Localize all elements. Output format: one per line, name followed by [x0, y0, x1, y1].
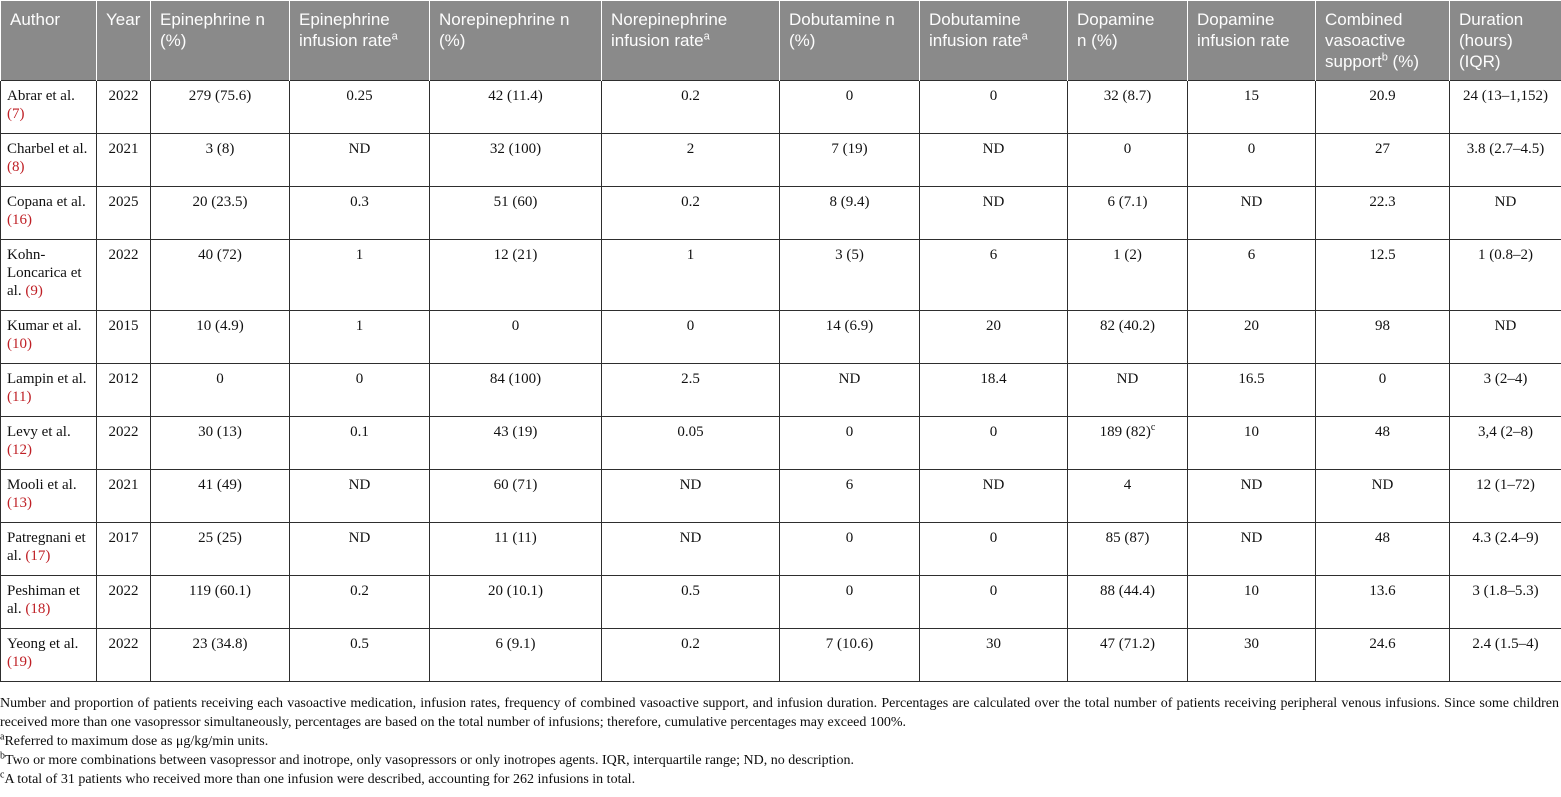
- table-row: [1, 629, 1561, 682]
- table-cell: 24 (13–1,152): [1450, 81, 1561, 134]
- table-cell: 22.3: [1316, 187, 1450, 240]
- table-cell: 32 (100): [430, 134, 602, 187]
- author-cell: Kumar et al. (10): [1, 311, 97, 364]
- table-row: [1, 364, 1561, 417]
- table-cell: 0: [1188, 134, 1316, 187]
- table-row: [1, 311, 1561, 364]
- table-cell: 0.25: [290, 81, 430, 134]
- citation-link[interactable]: (18): [25, 601, 50, 617]
- table-cell: ND: [602, 523, 780, 576]
- table-cell: 20.9: [1316, 81, 1450, 134]
- table-cell: 0.5: [602, 576, 780, 629]
- table-row: [1, 81, 1561, 134]
- footnotes: [0, 682, 1561, 797]
- table-cell: 4: [1068, 470, 1188, 523]
- table-cell: 0: [920, 523, 1068, 576]
- table-cell: 3,4 (2–8): [1450, 417, 1561, 470]
- header-cell: Norepinephrine infusion rate$^a$: [602, 1, 780, 81]
- header-cell: Epinephrine n (%): [151, 1, 290, 81]
- header-cell: Author: [1, 1, 97, 81]
- table-row: [1, 470, 1561, 523]
- header-cell: Dobutamine infusion rate$^a$: [920, 1, 1068, 81]
- table-cell: ND: [1450, 311, 1561, 364]
- table-cell: 6: [780, 470, 920, 523]
- table-row: [1, 240, 1561, 311]
- table-cell: 85 (87): [1068, 523, 1188, 576]
- table-cell: 2021: [97, 470, 151, 523]
- table-cell: 2: [602, 134, 780, 187]
- table-cell: 0: [290, 364, 430, 417]
- author-cell: Kohn-Loncarica et al. (9): [1, 240, 97, 311]
- table-cell: 48: [1316, 417, 1450, 470]
- table-row: [1, 523, 1561, 576]
- table-cell: 23 (34.8): [151, 629, 290, 682]
- table-cell: 82 (40.2): [1068, 311, 1188, 364]
- table-cell: 88 (44.4): [1068, 576, 1188, 629]
- table-cell: 48: [1316, 523, 1450, 576]
- table-cell: 8 (9.4): [780, 187, 920, 240]
- table-cell: 0.2: [602, 81, 780, 134]
- table-cell: 60 (71): [430, 470, 602, 523]
- table-header: [1, 1, 1561, 81]
- footnote: $^c$A total of 31 patients who received more than one infusion were described, accounting for 262 infusions in total.: [0, 770, 1559, 789]
- table-cell: 0: [151, 364, 290, 417]
- table-cell: 7 (19): [780, 134, 920, 187]
- table-cell: 30 (13): [151, 417, 290, 470]
- table-cell: 6 (9.1): [430, 629, 602, 682]
- table-cell: 12 (1–72): [1450, 470, 1561, 523]
- citation-link[interactable]: (12): [7, 442, 32, 458]
- header-cell: Combined vasoactive support$^b$ (%): [1316, 1, 1450, 81]
- table-cell: 2025: [97, 187, 151, 240]
- table-cell: 2017: [97, 523, 151, 576]
- table-cell: 0.1: [290, 417, 430, 470]
- table-cell: 2.5: [602, 364, 780, 417]
- table-cell: 2015: [97, 311, 151, 364]
- table-cell: 0.3: [290, 187, 430, 240]
- citation-link[interactable]: (16): [7, 212, 32, 228]
- table-cell: 0: [602, 311, 780, 364]
- table-row: [1, 576, 1561, 629]
- table-cell: ND: [780, 364, 920, 417]
- table-cell: 10: [1188, 417, 1316, 470]
- table-cell: 0: [780, 81, 920, 134]
- header-cell: Dopamine n (%): [1068, 1, 1188, 81]
- table-row: [1, 187, 1561, 240]
- table-cell: 0: [780, 417, 920, 470]
- table-cell: ND: [920, 187, 1068, 240]
- table-cell: ND: [920, 134, 1068, 187]
- table-cell: 4.3 (2.4–9): [1450, 523, 1561, 576]
- table-cell: 12.5: [1316, 240, 1450, 311]
- table-cell: 279 (75.6): [151, 81, 290, 134]
- table-cell: 3 (8): [151, 134, 290, 187]
- citation-link[interactable]: (7): [7, 106, 25, 122]
- citation-link[interactable]: (13): [7, 495, 32, 511]
- table-cell: 2022: [97, 81, 151, 134]
- header-cell: Dopamine infusion rate: [1188, 1, 1316, 81]
- table-cell: 3 (5): [780, 240, 920, 311]
- header-cell: Epinephrine infusion rate$^a$: [290, 1, 430, 81]
- table-cell: 0.2: [290, 576, 430, 629]
- table-cell: 30: [1188, 629, 1316, 682]
- table-cell: 2022: [97, 576, 151, 629]
- author-cell: Abrar et al. (7): [1, 81, 97, 134]
- table-cell: 41 (49): [151, 470, 290, 523]
- table-cell: 12 (21): [430, 240, 602, 311]
- table-cell: 10: [1188, 576, 1316, 629]
- table-cell: 51 (60): [430, 187, 602, 240]
- table-cell: ND: [1188, 470, 1316, 523]
- table-cell: 2022: [97, 629, 151, 682]
- table-row: [1, 134, 1561, 187]
- table-cell: 16.5: [1188, 364, 1316, 417]
- header-cell: Year: [97, 1, 151, 81]
- footnote: $^a$Referred to maximum dose as μg/kg/min units.: [0, 732, 1559, 751]
- table-cell: 1: [290, 240, 430, 311]
- citation-link[interactable]: (17): [25, 548, 50, 564]
- header-cell: Norepinephrine n (%): [430, 1, 602, 81]
- table-cell: ND: [290, 134, 430, 187]
- header-row: [1, 1, 1561, 81]
- table-cell: 47 (71.2): [1068, 629, 1188, 682]
- table-cell: 98: [1316, 311, 1450, 364]
- table-cell: 0.2: [602, 187, 780, 240]
- table-cell: 18.4: [920, 364, 1068, 417]
- table-cell: 1 (2): [1068, 240, 1188, 311]
- citation-link[interactable]: (19): [7, 654, 32, 670]
- table-cell: 20: [1188, 311, 1316, 364]
- footnote: $^b$Two or more combinations between vasopressor and inotrope, only vasopressors or only inotropes agents. IQR, interquartile range; ND, no description.: [0, 751, 1559, 770]
- table-cell: 20: [920, 311, 1068, 364]
- author-cell: Mooli et al. (13): [1, 470, 97, 523]
- author-cell: Peshiman et al. (18): [1, 576, 97, 629]
- table-cell: 1 (0.8–2): [1450, 240, 1561, 311]
- table-cell: 2021: [97, 134, 151, 187]
- table-cell: ND: [290, 470, 430, 523]
- table-cell: 0: [430, 311, 602, 364]
- footnote-main: Number and proportion of patients receiving each vasoactive medication, infusion rates, frequency of combined vasoactive support, and infusion duration. Percentages are calculated over the total number of patients receiving peripheral venous infusions. Since some children received more than one vasopressor simultaneously, percentages are based on the total number of infusions; therefore, cumulative percentages may exceed 100%.: [0, 694, 1559, 732]
- citation-link[interactable]: (10): [7, 336, 32, 352]
- table-cell: 10 (4.9): [151, 311, 290, 364]
- author-cell: Lampin et al. (11): [1, 364, 97, 417]
- table-cell: 3 (2–4): [1450, 364, 1561, 417]
- table-cell: ND: [1316, 470, 1450, 523]
- header-cell: Duration (hours) (IQR): [1450, 1, 1561, 81]
- table-cell: 20 (10.1): [430, 576, 602, 629]
- table-cell: 84 (100): [430, 364, 602, 417]
- author-cell: Copana et al. (16): [1, 187, 97, 240]
- table-cell: ND: [1068, 364, 1188, 417]
- table-cell: 6: [920, 240, 1068, 311]
- table-cell: 15: [1188, 81, 1316, 134]
- table-cell: 189 $(82)^c$: [1068, 417, 1188, 470]
- table-cell: 6 (7.1): [1068, 187, 1188, 240]
- table-cell: 24.6: [1316, 629, 1450, 682]
- table-cell: 1: [602, 240, 780, 311]
- table-cell: 20 (23.5): [151, 187, 290, 240]
- table-cell: 2012: [97, 364, 151, 417]
- table-cell: ND: [920, 470, 1068, 523]
- table-cell: 25 (25): [151, 523, 290, 576]
- header-cell: Dobutamine n (%): [780, 1, 920, 81]
- table-cell: 30: [920, 629, 1068, 682]
- table-cell: 3.8 (2.7–4.5): [1450, 134, 1561, 187]
- table-cell: 42 (11.4): [430, 81, 602, 134]
- author-cell: Yeong et al. (19): [1, 629, 97, 682]
- table-cell: 2022: [97, 417, 151, 470]
- table-cell: 27: [1316, 134, 1450, 187]
- author-cell: Levy et al. (12): [1, 417, 97, 470]
- table-cell: 40 (72): [151, 240, 290, 311]
- author-cell: Patregnani et al. (17): [1, 523, 97, 576]
- table-cell: ND: [602, 470, 780, 523]
- table-cell: 1: [290, 311, 430, 364]
- table-cell: 11 (11): [430, 523, 602, 576]
- table-cell: 0: [920, 417, 1068, 470]
- table-cell: ND: [290, 523, 430, 576]
- citation-link[interactable]: (8): [7, 159, 25, 175]
- citation-link[interactable]: (9): [25, 283, 43, 299]
- citation-link[interactable]: (11): [7, 389, 31, 405]
- table-cell: 0: [1316, 364, 1450, 417]
- table-cell: ND: [1450, 187, 1561, 240]
- table-cell: 0: [780, 576, 920, 629]
- author-cell: Charbel et al. (8): [1, 134, 97, 187]
- table-cell: 2022: [97, 240, 151, 311]
- table-cell: 7 (10.6): [780, 629, 920, 682]
- table-cell: 2.4 (1.5–4): [1450, 629, 1561, 682]
- table-cell: ND: [1188, 523, 1316, 576]
- table-cell: 0: [1068, 134, 1188, 187]
- table-cell: 119 (60.1): [151, 576, 290, 629]
- table-cell: 32 (8.7): [1068, 81, 1188, 134]
- table-cell: 0: [920, 576, 1068, 629]
- table-body: [1, 81, 1561, 682]
- table-cell: 0: [920, 81, 1068, 134]
- table-cell: 14 (6.9): [780, 311, 920, 364]
- table-cell: 3 (1.8–5.3): [1450, 576, 1561, 629]
- table-cell: 43 (19): [430, 417, 602, 470]
- table-row: [1, 417, 1561, 470]
- table-cell: 0.05: [602, 417, 780, 470]
- table-cell: 0.5: [290, 629, 430, 682]
- table-cell: 6: [1188, 240, 1316, 311]
- table-cell: ND: [1188, 187, 1316, 240]
- table-cell: 0.2: [602, 629, 780, 682]
- table-cell: 13.6: [1316, 576, 1450, 629]
- table-cell: 0: [780, 523, 920, 576]
